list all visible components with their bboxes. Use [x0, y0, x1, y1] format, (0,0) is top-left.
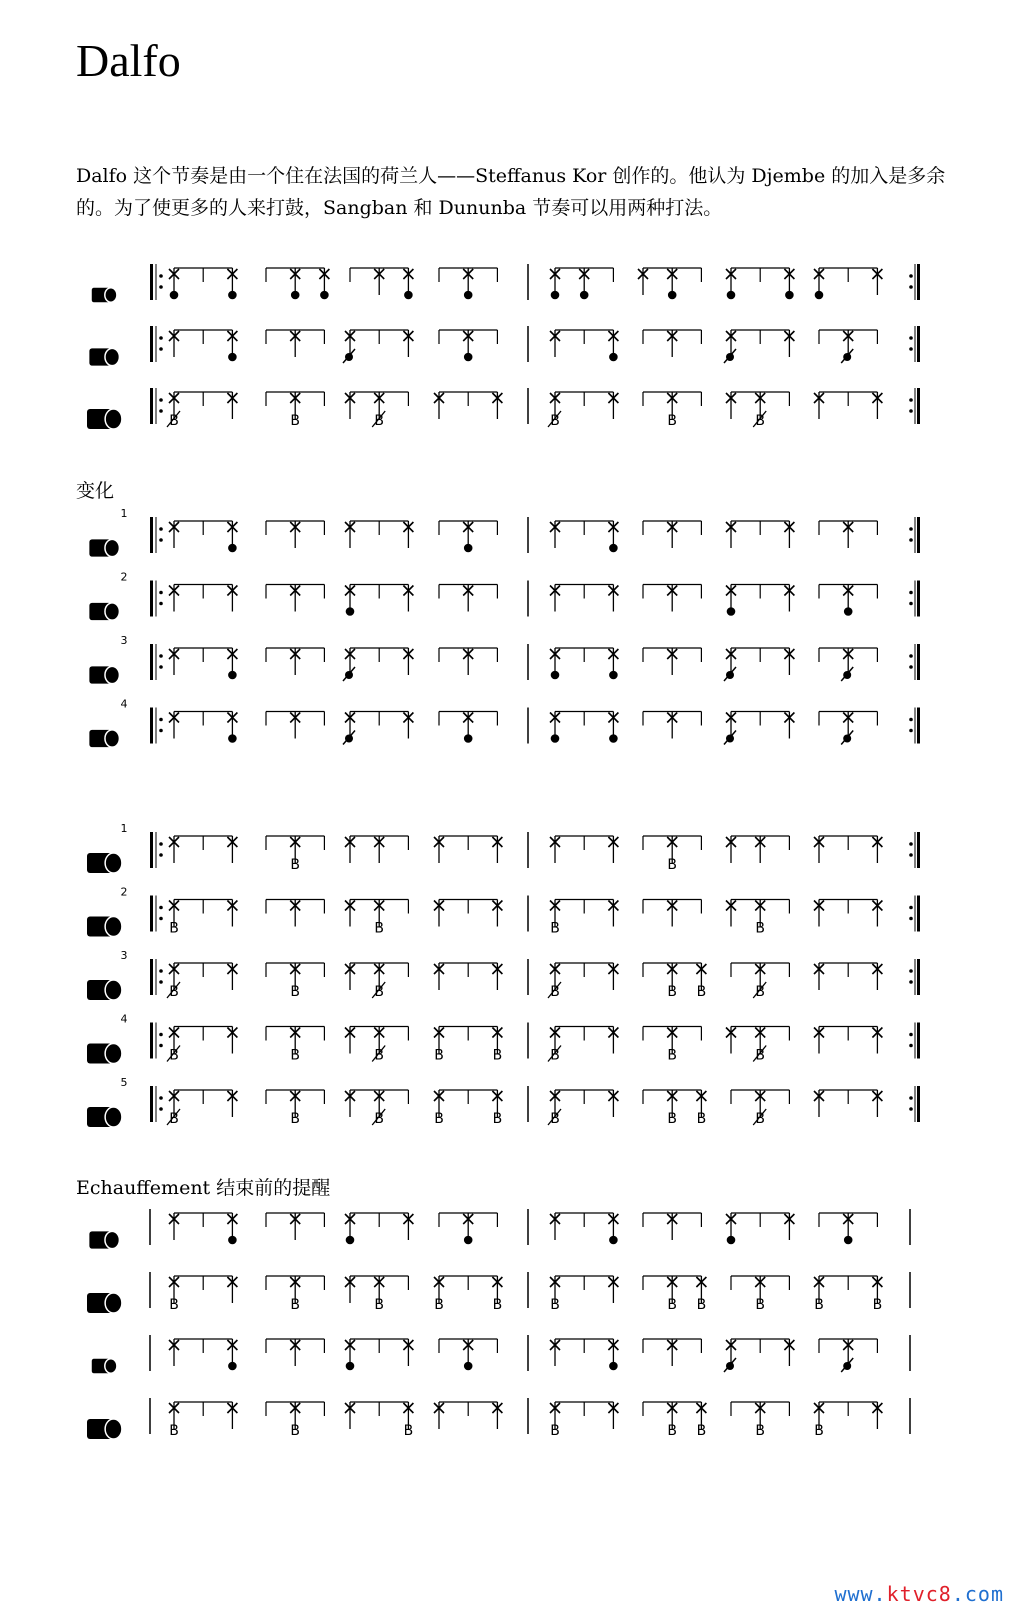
- repeat-dot: [909, 527, 913, 531]
- repeat-start-bar: [150, 388, 153, 424]
- note-bell-label: B: [696, 1423, 707, 1439]
- repeat-end-bar: [917, 832, 920, 868]
- note-bell-label: B: [667, 984, 678, 1000]
- note-open-dot: [228, 544, 237, 553]
- note-open-dot: [228, 353, 237, 362]
- watermark: [834, 1582, 1004, 1606]
- drum-head-icon: [105, 666, 119, 683]
- watermark-suffix: .com: [951, 1582, 1004, 1606]
- note-open-dot: [464, 353, 473, 362]
- note-open-dot: [785, 291, 794, 300]
- repeat-dot: [909, 665, 913, 669]
- note-bell-label: B: [696, 1111, 707, 1127]
- note-bell-label: B: [550, 1111, 560, 1127]
- drum-head-icon: [105, 348, 119, 365]
- note-bell-label: B: [374, 413, 385, 429]
- note-open-dot: [346, 1362, 355, 1371]
- repeat-dot: [909, 409, 913, 413]
- variation-number: 2: [120, 885, 128, 899]
- repeat-dot: [909, 969, 913, 973]
- note-open-dot: [346, 607, 355, 616]
- note-bell-label: B: [667, 857, 678, 873]
- repeat-start-bar: [150, 708, 153, 744]
- note-open-dot: [844, 607, 853, 616]
- note-open-dot: [551, 671, 560, 680]
- repeat-dot: [909, 538, 913, 542]
- variation-number: 3: [120, 949, 128, 962]
- drum-head-icon: [105, 409, 122, 429]
- note-open-dot: [727, 607, 736, 616]
- drum-head-icon: [105, 539, 119, 556]
- repeat-dot: [159, 591, 163, 595]
- note-open-dot: [346, 1236, 355, 1245]
- repeat-dot: [159, 1107, 163, 1111]
- drum-head-icon: [105, 1293, 122, 1313]
- note-bell-label: B: [290, 857, 301, 873]
- note-open-dot: [291, 291, 300, 300]
- repeat-dot: [909, 842, 913, 846]
- note-bell-label: B: [290, 413, 301, 429]
- repeat-dot: [909, 853, 913, 857]
- note-open-dot: [580, 291, 589, 300]
- variation-number: 4: [120, 697, 128, 711]
- repeat-start-bar: [150, 326, 153, 362]
- note-bell-label: B: [755, 920, 766, 937]
- note-bell-label: B: [755, 1047, 766, 1064]
- repeat-end-bar: [917, 896, 920, 932]
- note-bell-label: B: [169, 1423, 179, 1439]
- repeat-dot: [159, 538, 163, 542]
- repeat-dot: [909, 654, 913, 658]
- note-bell-label: B: [290, 1047, 301, 1064]
- watermark-site: ktvc8: [886, 1582, 952, 1606]
- repeat-dot: [909, 1107, 913, 1111]
- note-open-dot: [464, 1236, 473, 1245]
- repeat-dot: [159, 906, 163, 910]
- repeat-end-bar: [917, 264, 920, 300]
- repeat-dot: [159, 398, 163, 402]
- note-bell-label: B: [667, 1423, 678, 1439]
- drum-head-icon: [105, 1231, 119, 1248]
- note-open-dot: [228, 291, 237, 300]
- note-bell-label: B: [550, 1297, 560, 1313]
- note-bell-label: B: [550, 1423, 560, 1439]
- note-open-dot: [609, 671, 618, 680]
- repeat-dot: [909, 398, 913, 402]
- note-bell-label: B: [872, 1297, 883, 1313]
- note-open-dot: [228, 1362, 237, 1371]
- repeat-dot: [159, 1044, 163, 1048]
- drum-head-icon: [105, 1107, 122, 1127]
- drum-head-icon: [105, 1419, 122, 1439]
- note-bell-label: B: [434, 1111, 444, 1127]
- note-open-dot: [228, 1236, 237, 1245]
- drum-head-icon: [105, 980, 122, 1000]
- note-bell-label: B: [169, 1111, 179, 1127]
- note-bell-label: B: [169, 1047, 179, 1064]
- repeat-end-bar: [917, 644, 920, 680]
- repeat-dot: [909, 347, 913, 351]
- note-bell-label: B: [434, 1047, 444, 1064]
- note-bell-label: B: [667, 1111, 678, 1127]
- note-open-dot: [320, 291, 329, 300]
- note-open-dot: [228, 671, 237, 680]
- variation-number: 5: [120, 1076, 128, 1089]
- note-bell-label: B: [374, 1111, 385, 1127]
- repeat-start-bar: [150, 1023, 153, 1059]
- note-bell-label: B: [492, 1297, 503, 1313]
- repeat-dot: [159, 665, 163, 669]
- repeat-dot: [909, 906, 913, 910]
- drum-head-icon: [105, 730, 119, 747]
- note-open-dot: [464, 1362, 473, 1371]
- note-bell-label: B: [814, 1423, 824, 1439]
- variation-number: 1: [120, 507, 128, 520]
- variation-number: 1: [120, 822, 128, 835]
- repeat-dot: [909, 729, 913, 733]
- note-bell-label: B: [290, 1423, 301, 1439]
- note-bell-label: B: [169, 920, 179, 937]
- note-bell-label: B: [290, 1111, 301, 1127]
- repeat-dot: [909, 591, 913, 595]
- repeat-dot: [159, 1096, 163, 1100]
- note-open-dot: [170, 291, 179, 300]
- repeat-dot: [159, 527, 163, 531]
- repeat-end-bar: [917, 1086, 920, 1122]
- section-label-variations: 变化: [76, 480, 115, 502]
- watermark-prefix: www.: [834, 1582, 887, 1606]
- note-bell-label: B: [434, 1297, 444, 1313]
- note-open-dot: [551, 291, 560, 300]
- repeat-dot: [159, 980, 163, 984]
- repeat-dot: [909, 917, 913, 921]
- note-open-dot: [609, 1236, 618, 1245]
- repeat-dot: [159, 842, 163, 846]
- repeat-start-bar: [150, 581, 153, 617]
- repeat-dot: [159, 285, 163, 289]
- note-bell-label: B: [550, 413, 560, 429]
- note-bell-label: B: [755, 1111, 766, 1127]
- note-bell-label: B: [374, 1047, 385, 1064]
- repeat-end-bar: [917, 326, 920, 362]
- note-open-dot: [668, 291, 677, 300]
- repeat-dot: [159, 969, 163, 973]
- repeat-start-bar: [150, 644, 153, 680]
- repeat-dot: [159, 602, 163, 606]
- repeat-end-bar: [917, 517, 920, 553]
- note-bell-label: B: [169, 984, 179, 1000]
- note-open-dot: [228, 734, 237, 743]
- repeat-dot: [909, 285, 913, 289]
- intro-paragraph: Dalfo 这个节奏是由一个住在法国的荷兰人——Steffanus Kor 创作的。他认为 Djembe 的加入是多余的。为了使更多的人来打鼓，Sangban 和 Dununba 节奏可以用两种打法。: [76, 165, 946, 219]
- note-open-dot: [609, 1362, 618, 1371]
- repeat-start-bar: [150, 517, 153, 553]
- repeat-start-bar: [150, 832, 153, 868]
- repeat-dot: [909, 336, 913, 340]
- note-bell-label: B: [374, 920, 385, 937]
- repeat-end-bar: [917, 388, 920, 424]
- note-open-dot: [609, 353, 618, 362]
- note-bell-label: B: [814, 1297, 824, 1313]
- note-open-dot: [727, 1236, 736, 1245]
- drum-head-icon: [105, 917, 122, 937]
- note-bell-label: B: [290, 1297, 301, 1313]
- note-bell-label: B: [492, 1047, 503, 1064]
- note-bell-label: B: [696, 984, 707, 1000]
- repeat-dot: [909, 718, 913, 722]
- page-title: Dalfo: [76, 35, 181, 86]
- repeat-dot: [909, 1033, 913, 1037]
- repeat-dot: [159, 1033, 163, 1037]
- note-bell-label: B: [667, 1297, 678, 1313]
- note-bell-label: B: [755, 1297, 766, 1313]
- note-open-dot: [727, 291, 736, 300]
- note-bell-label: B: [374, 1297, 385, 1313]
- drum-head-icon: [105, 288, 117, 302]
- repeat-dot: [909, 1096, 913, 1100]
- note-bell-label: B: [755, 984, 766, 1000]
- drum-head-icon: [105, 1044, 122, 1064]
- note-bell-label: B: [550, 1047, 560, 1064]
- note-bell-label: B: [667, 413, 678, 429]
- repeat-dot: [909, 274, 913, 278]
- variation-number: 3: [120, 634, 128, 647]
- note-open-dot: [844, 1236, 853, 1245]
- repeat-dot: [159, 336, 163, 340]
- repeat-dot: [909, 602, 913, 606]
- drum-head-icon: [105, 853, 122, 873]
- note-open-dot: [609, 734, 618, 743]
- note-bell-label: B: [696, 1297, 707, 1313]
- repeat-dot: [159, 347, 163, 351]
- note-bell-label: B: [755, 413, 766, 429]
- repeat-dot: [159, 853, 163, 857]
- repeat-end-bar: [917, 959, 920, 995]
- repeat-start-bar: [150, 959, 153, 995]
- note-open-dot: [551, 734, 560, 743]
- repeat-start-bar: [150, 1086, 153, 1122]
- drum-head-icon: [105, 1359, 117, 1373]
- repeat-start-bar: [150, 896, 153, 932]
- repeat-end-bar: [917, 581, 920, 617]
- note-open-dot: [609, 544, 618, 553]
- note-open-dot: [815, 291, 824, 300]
- note-bell-label: B: [290, 984, 301, 1000]
- repeat-dot: [159, 409, 163, 413]
- repeat-dot: [159, 654, 163, 658]
- note-bell-label: B: [755, 1423, 766, 1439]
- section-label-echauffement: Echauffement 结束前的提醒: [76, 1177, 331, 1199]
- drum-head-icon: [105, 603, 119, 620]
- variation-number: 2: [120, 570, 128, 584]
- repeat-dot: [159, 718, 163, 722]
- note-open-dot: [464, 544, 473, 553]
- repeat-dot: [909, 980, 913, 984]
- note-bell-label: B: [550, 920, 560, 937]
- variation-number: 4: [120, 1012, 128, 1026]
- repeat-dot: [909, 1044, 913, 1048]
- note-bell-label: B: [492, 1111, 503, 1127]
- note-open-dot: [464, 734, 473, 743]
- note-bell-label: B: [667, 1047, 678, 1064]
- repeat-dot: [159, 729, 163, 733]
- note-bell-label: B: [374, 984, 385, 1000]
- note-bell-label: B: [169, 1297, 179, 1313]
- repeat-dot: [159, 274, 163, 278]
- note-bell-label: B: [169, 413, 179, 429]
- note-bell-label: B: [403, 1423, 414, 1439]
- note-bell-label: B: [550, 984, 560, 1000]
- note-open-dot: [464, 291, 473, 300]
- note-open-dot: [404, 291, 413, 300]
- repeat-end-bar: [917, 1023, 920, 1059]
- repeat-end-bar: [917, 708, 920, 744]
- repeat-start-bar: [150, 264, 153, 300]
- repeat-dot: [159, 917, 163, 921]
